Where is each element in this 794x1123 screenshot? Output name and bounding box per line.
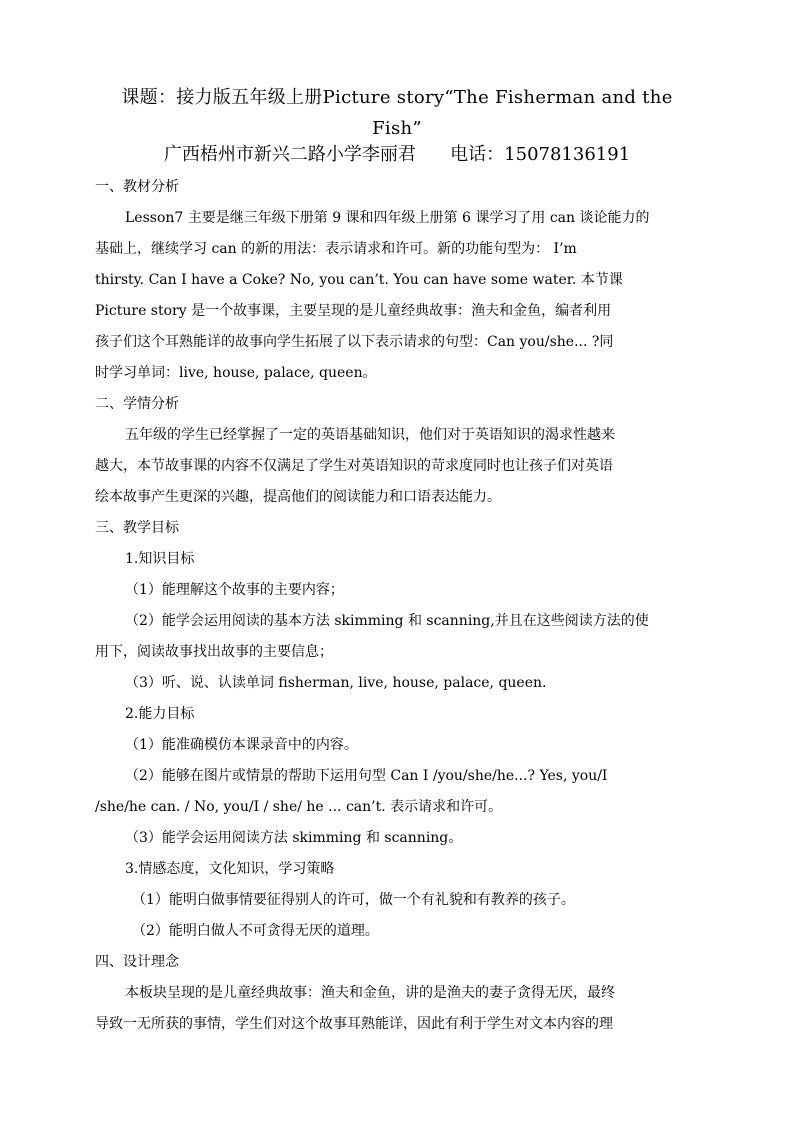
list-item: （1）能准确模仿本课录音中的内容。	[125, 737, 358, 753]
author-contact-line: 广西梧州市新兴二路小学李丽君 电话：15078136191	[163, 144, 631, 165]
subheading-ability-goals: 2.能力目标	[125, 706, 195, 722]
document-body	[95, 172, 699, 1040]
paragraph-line: 时学习单词：live, house, palace, queen。	[95, 365, 377, 381]
paragraph-line: Picture story 是一个故事课，主要呈现的是儿童经典故事：渔夫和金鱼，编者利用	[95, 303, 612, 319]
list-item: （1）能理解这个故事的主要内容；	[125, 582, 344, 598]
paragraph-line: 越大，本节故事课的内容不仅满足了学生对英语知识的苛求度同时也让孩子们对英语	[95, 458, 613, 474]
document-title: 课题：接力版五年级上册Picture story“The Fisherman and the Fish”	[121, 87, 673, 139]
paragraph-line: 基础上，继续学习 can 的新的用法：表示请求和许可。新的功能句型为： I’m	[95, 241, 577, 257]
subheading-knowledge-goals: 1.知识目标	[125, 551, 195, 567]
paragraph-line: thirsty. Can I have a Coke? No, you can’t. You can have some water. 本节课	[95, 272, 623, 288]
paragraph-line: 五年级的学生已经掌握了一定的英语基础知识，他们对于英语知识的渴求性越来	[125, 427, 615, 443]
section-heading-teaching-goals: 三、教学目标	[95, 520, 179, 536]
paragraph-line: 导致一无所获的事情，学生们对这个故事耳熟能详，因此有利于学生对文本内容的理	[95, 1016, 613, 1032]
paragraph-line: 绘本故事产生更深的兴趣，提高他们的阅读能力和口语表达能力。	[95, 489, 501, 505]
list-item: （2）能够在图片或情景的帮助下运用句型 Can I /you/she/he...? Yes, you/I	[125, 768, 608, 784]
list-item: （3）能学会运用阅读方法 skimming 和 scanning。	[125, 830, 463, 846]
list-item-continuation: /she/he can. / No, you/I / she/ he ... can’t. 表示请求和许可。	[95, 799, 503, 815]
paragraph-line: 孩子们这个耳熟能详的故事向学生拓展了以下表示请求的句型：Can you/she... ?同	[95, 334, 614, 350]
paragraph-line: Lesson7 主要是继三年级下册第 9 课和四年级上册第 6 课学习了用 can 谈论能力的	[125, 210, 650, 226]
list-item: （2）能学会运用阅读的基本方法 skimming 和 scanning,并且在这些阅读方法的使	[125, 613, 649, 629]
section-heading-design-concept: 四、设计理念	[95, 954, 179, 970]
list-item: （2）能明白做人不可贪得无厌的道理。	[132, 923, 379, 939]
subheading-affective-goals: 3.情感态度，文化知识，学习策略	[125, 861, 335, 877]
section-heading-student-analysis: 二、学情分析	[95, 396, 179, 412]
paragraph-line: 本板块呈现的是儿童经典故事：渔夫和金鱼，讲的是渔夫的妻子贪得无厌，最终	[125, 985, 615, 1001]
list-item: （3）听、说、认读单词 fisherman, live, house, palace, queen.	[125, 675, 547, 691]
section-heading-textbook-analysis: 一、教材分析	[95, 179, 179, 195]
list-item-continuation: 用下，阅读故事找出故事的主要信息；	[95, 644, 333, 660]
list-item: （1）能明白做事情要征得别人的许可，做一个有礼貌和有教养的孩子。	[132, 892, 575, 908]
